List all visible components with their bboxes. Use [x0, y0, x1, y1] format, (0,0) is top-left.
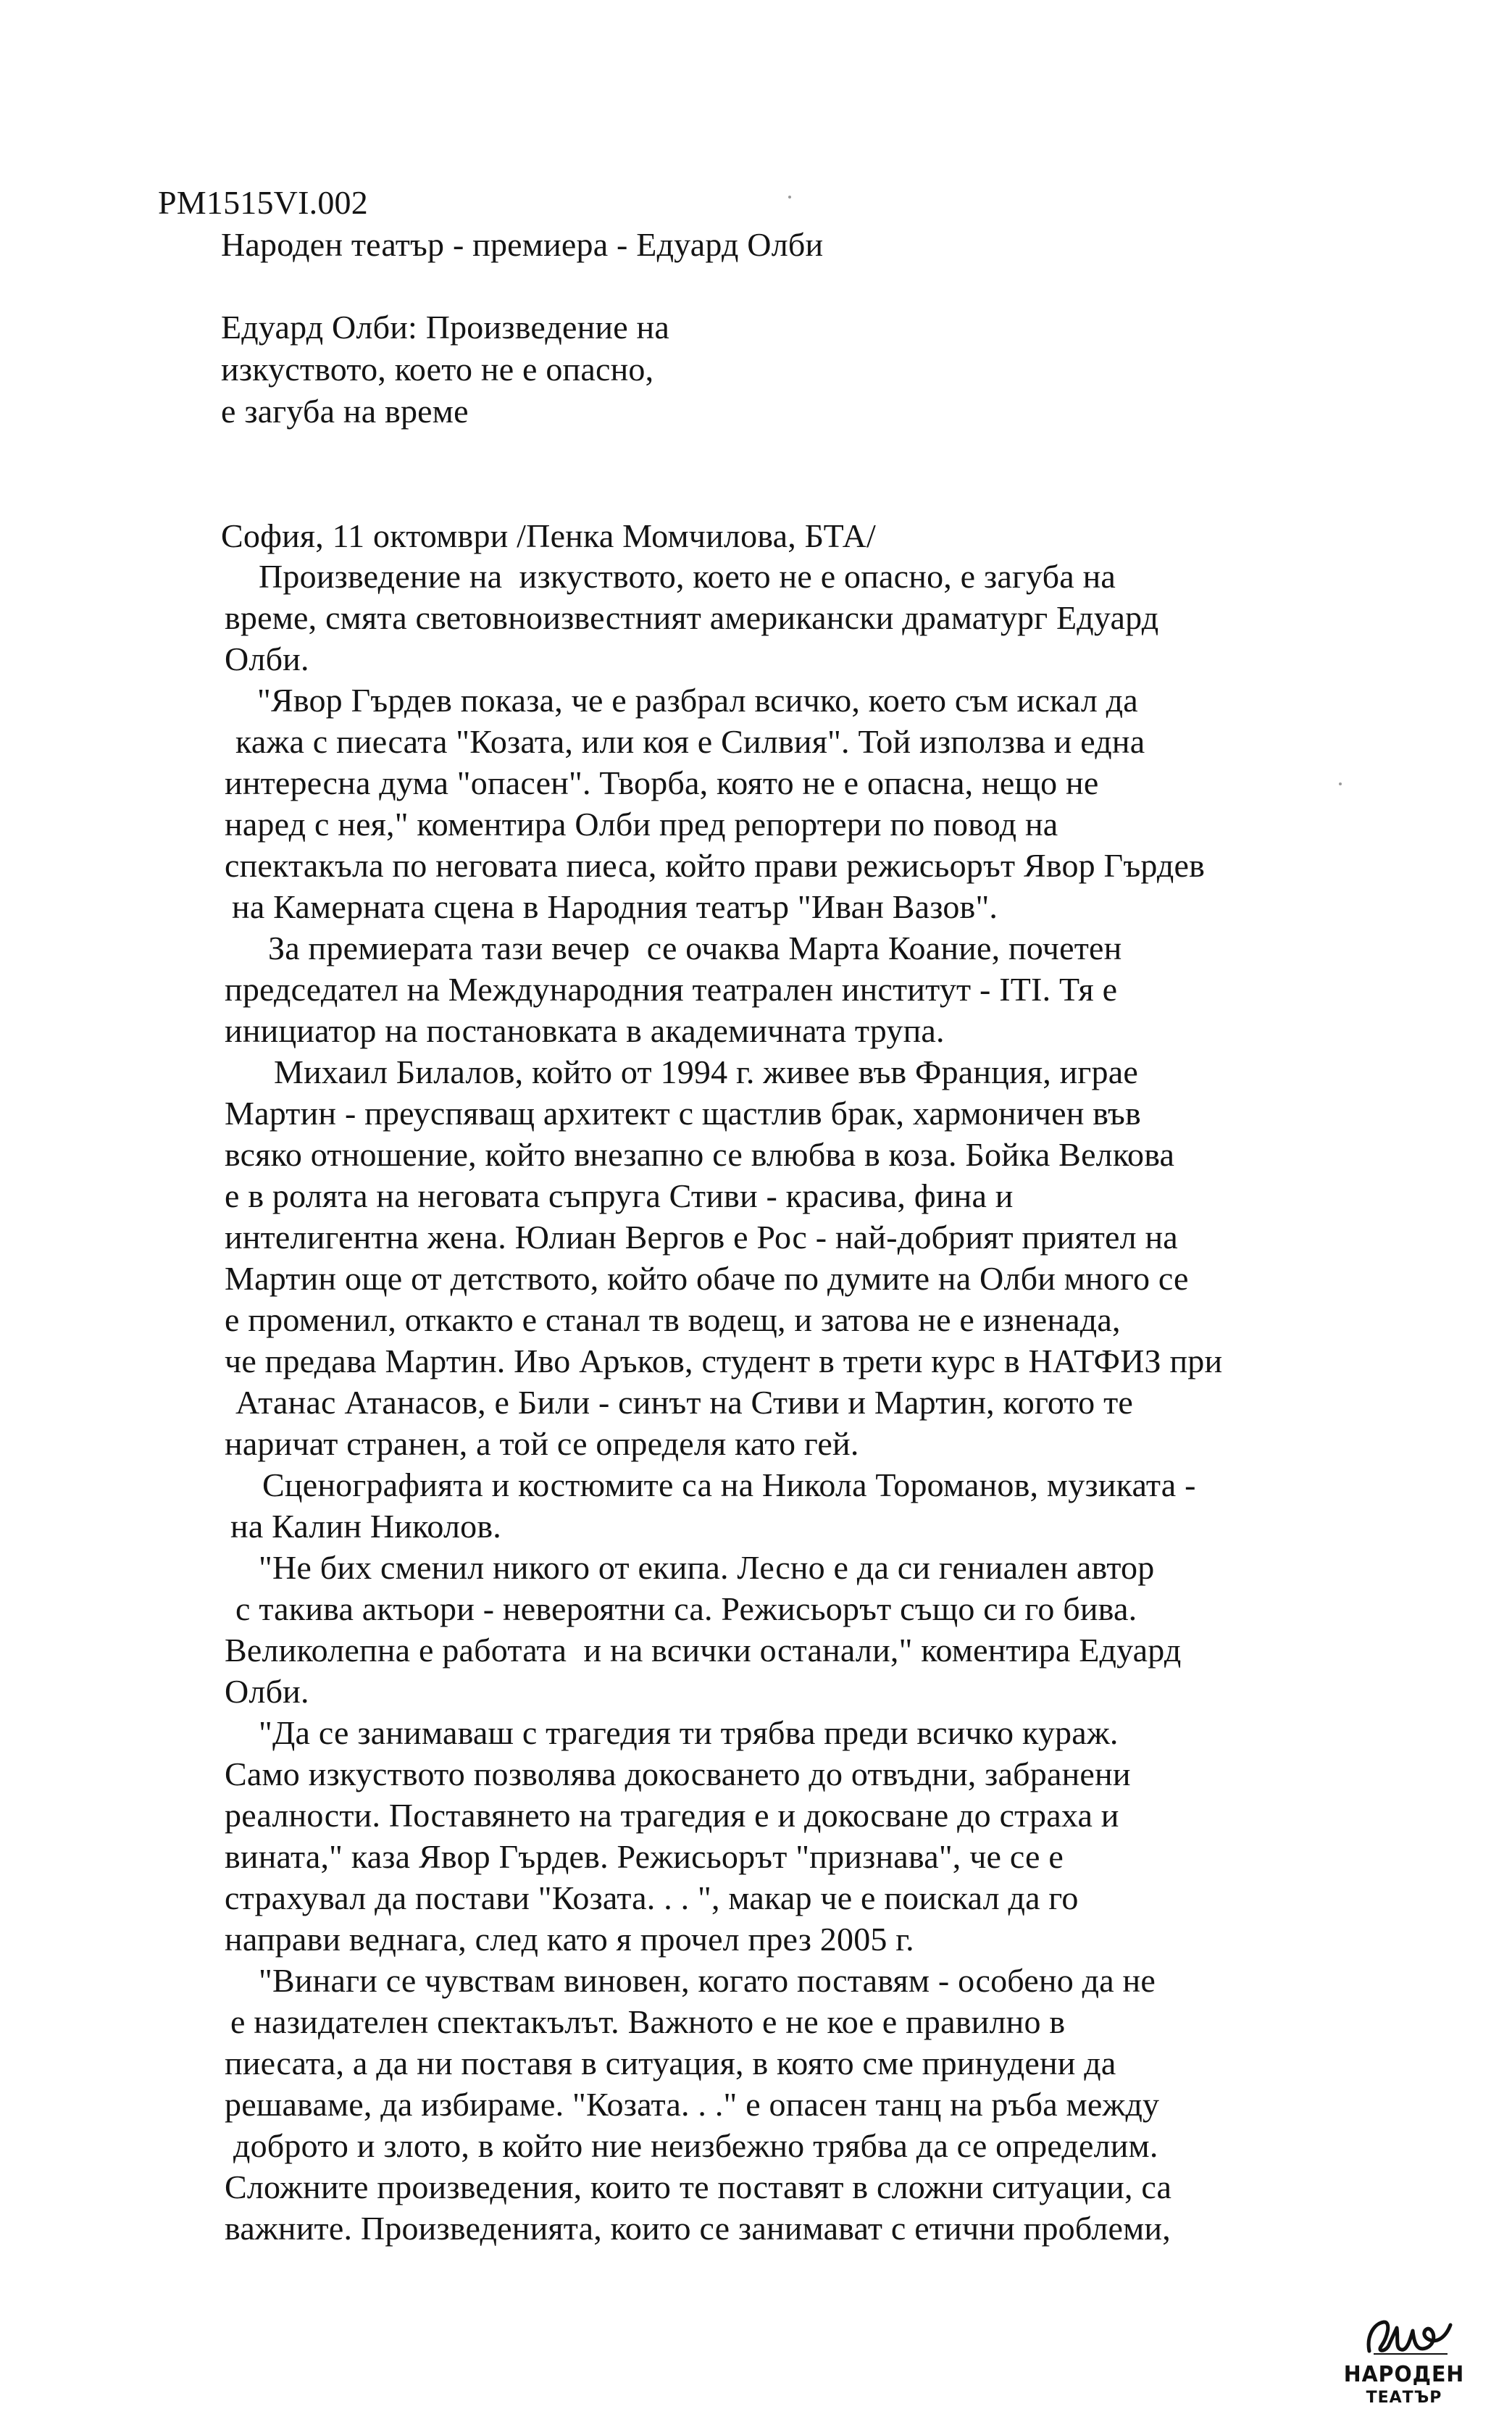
body-line: Произведение на изкуството, което не е опасно, е загуба на [259, 558, 1116, 595]
body-line: наред с нея," коментира Олби пред репортери по повод на [225, 806, 1058, 843]
body-line: спектакъла по неговата пиеса, който прави режисьорът Явор Гърдев [225, 847, 1206, 884]
body-line: на Камерната сцена в Народния театър "Иван Вазов". [232, 888, 998, 925]
body-line: Мартин - преуспяващ архитект с щастлив брак, хармоничен във [225, 1095, 1141, 1132]
body-line: Олби. [225, 640, 309, 677]
body-line: време, смята световноизвестният американски драматург Едуард [225, 599, 1159, 636]
body-line: За премиерата тази вечер се очаква Марта Коание, почетен [268, 930, 1122, 966]
body-line: "Да се занимаваш с трагедия ти трябва преди всичко кураж. [259, 1714, 1119, 1751]
body-line: "Винаги се чувствам виновен, когато поставям - особено да не [259, 1962, 1156, 1999]
stamp-line-1: НАРОДЕН [1343, 2362, 1465, 2387]
body-line: кажа с пиесата "Козата, или коя е Силвия". Той използва и една [235, 723, 1145, 760]
theatre-logo-icon [1359, 2315, 1461, 2360]
scan-speck [788, 196, 791, 199]
body-line: на Калин Николов. [230, 1508, 501, 1545]
body-line: с такива актьори - невероятни са. Режисьорът също си го бива. [235, 1590, 1137, 1627]
body-line: реалности. Поставянето на трагедия е и докосване до страха и [225, 1797, 1119, 1834]
body-line: "Явор Гърдев показа, че е разбрал всичко, което съм искал да [257, 682, 1138, 719]
body-line: Сложните произведения, които те поставят в сложни ситуации, са [225, 2168, 1172, 2205]
body-line: Великолепна е работата и на всички останали," коментира Едуард [225, 1632, 1182, 1669]
body-line: Само изкуството позволява докосването до отвъдни, забранени [225, 1755, 1131, 1792]
body-line: Сценографията и костюмите са на Никола Тороманов, музиката - [262, 1466, 1196, 1503]
body-line: направи веднага, след като я прочел през 2005 г. [225, 1921, 914, 1958]
body-line: Олби. [225, 1673, 309, 1710]
body-line: всяко отношение, който внезапно се влюбва в коза. Бойка Велкова [225, 1136, 1175, 1173]
body-line: решаваме, да избираме. "Козата. . ." е опасен танц на ръба между [225, 2086, 1160, 2123]
theatre-stamp [1339, 2315, 1469, 2416]
body-line: Мартин още от детството, който обаче по думите на Олби много се [225, 1260, 1189, 1297]
body-line: интересна дума "опасен". Творба, която не е опасна, нещо не [225, 764, 1099, 801]
body-line: важните. Произведенията, които се занимават с етични проблеми, [225, 2210, 1171, 2247]
headline-line: е загуба на време [221, 393, 469, 430]
body-line: пиесата, а да ни поставя в ситуация, в която сме принудени да [225, 2045, 1116, 2082]
body-line: доброто и злото, в който ние неизбежно трябва да се определим. [233, 2127, 1158, 2164]
headline-line: Едуард Олби: Произведение на [221, 309, 669, 346]
body-line: е в ролята на неговата съпруга Стиви - красива, фина и [225, 1177, 1014, 1214]
scan-speck [1339, 782, 1342, 785]
body-line: е променил, откакто е станал тв водещ, и затова не е изненада, [225, 1301, 1121, 1338]
body-line: наричат странен, а той се определя като гей. [225, 1425, 859, 1462]
body-line: Михаил Билалов, който от 1994 г. живее във Франция, играе [274, 1053, 1138, 1090]
body-line: председател на Международния театрален институт - ITI. Тя е [225, 971, 1118, 1008]
headline-line: изкуството, което не е опасно, [221, 351, 654, 388]
document-code: PM1515VI.002 [158, 184, 368, 221]
rubric: Народен театър - премиера - Едуард Олби [221, 226, 824, 263]
stamp-line-2: ТЕАТЪР [1366, 2389, 1442, 2407]
body-line: е назидателен спектакълът. Важното е не кое е правилно в [230, 2003, 1066, 2040]
body-line: страхувал да постави "Козата. . . ", макар че е поискал да го [225, 1879, 1079, 1916]
body-line: че предава Мартин. Иво Аръков, студент в трети курс в НАТФИЗ при [225, 1343, 1223, 1379]
body-line: инициатор на постановката в академичната трупа. [225, 1012, 945, 1049]
body-line: Атанас Атанасов, е Били - синът на Стиви и Мартин, когото те [235, 1384, 1133, 1421]
body-line: вината," каза Явор Гърдев. Режисьорът "признава", че се е [225, 1838, 1064, 1875]
body-line: интелигентна жена. Юлиан Вергов е Рос - най-добрият приятел на [225, 1219, 1178, 1256]
body-line: "Не бих сменил никого от екипа. Лесно е да си гениален автор [259, 1549, 1155, 1586]
dateline: София, 11 октомври /Пенка Момчилова, БТА/ [221, 517, 877, 554]
